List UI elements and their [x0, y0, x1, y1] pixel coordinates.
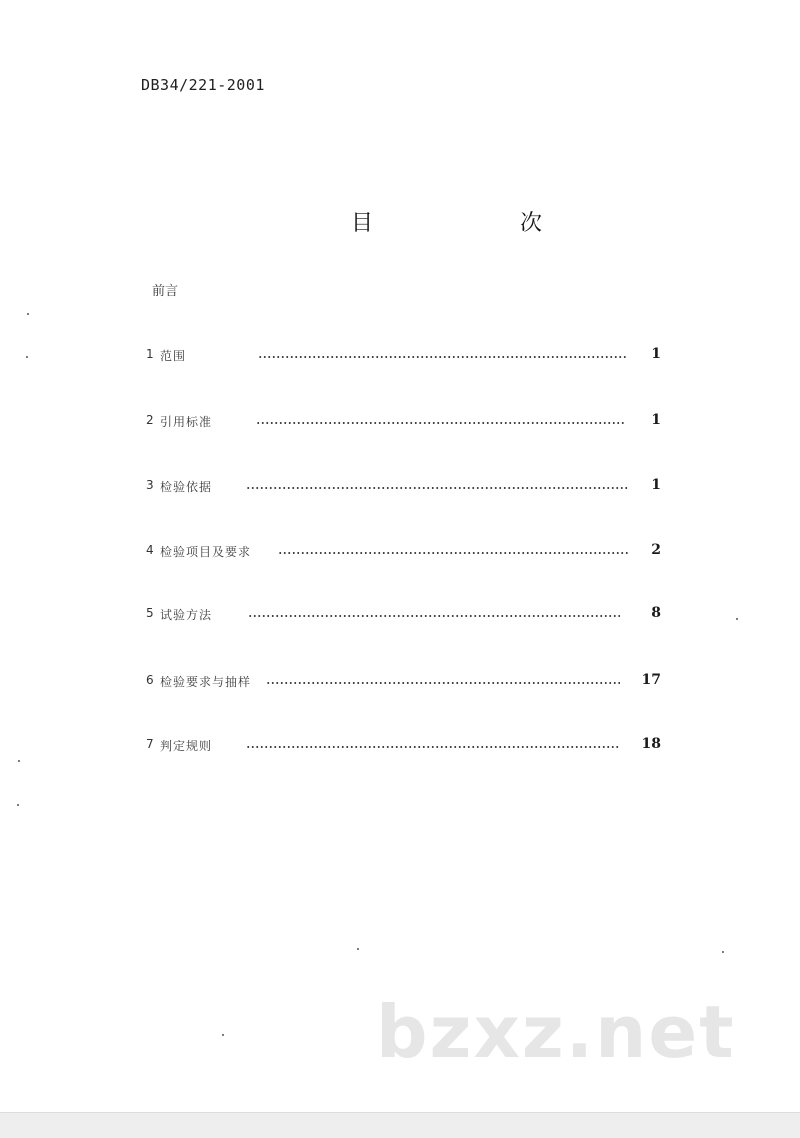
- leader-dots: [248, 615, 620, 617]
- toc-entry: [146, 606, 661, 628]
- toc-entry-page: 2: [651, 542, 661, 558]
- scan-speck: [18, 760, 20, 762]
- leader-dots: [278, 552, 628, 554]
- toc-entry-page: 8: [651, 605, 661, 621]
- toc-entry-number: 6: [146, 673, 154, 687]
- leader-dots: [246, 746, 620, 748]
- toc-entry: [146, 543, 661, 565]
- toc-entry-page: 18: [641, 736, 661, 752]
- scan-speck: [27, 313, 29, 315]
- toc-entry-label: 试验方法: [160, 608, 213, 622]
- scan-speck: [357, 948, 359, 950]
- toc-entry-label: 判定规则: [160, 739, 213, 753]
- toc-entry-page: 1: [651, 412, 661, 428]
- toc-entry: [146, 737, 661, 759]
- leader-dots: [266, 682, 620, 684]
- viewer-bottom-strip: [0, 1112, 800, 1138]
- toc-entry-page: 1: [651, 477, 661, 493]
- toc-entry-number: 3: [146, 478, 154, 492]
- toc-entry-label: 检验项目及要求: [160, 545, 252, 559]
- toc-entry-number: 1: [146, 347, 154, 361]
- toc-entry: [146, 347, 661, 369]
- watermark-logo: bzxz.net: [376, 990, 736, 1074]
- toc-entry-label: 检验要求与抽样: [160, 675, 252, 689]
- toc-title-char-2: 次: [520, 211, 543, 236]
- toc-entry-label: 引用标准: [160, 415, 213, 429]
- standard-code: DB34/221-2001: [141, 76, 265, 94]
- toc-entry-number: 7: [146, 737, 154, 751]
- scan-speck: [736, 618, 738, 620]
- scan-speck: [17, 804, 19, 806]
- leader-dots: [258, 356, 628, 358]
- toc-entry-page: 1: [651, 346, 661, 362]
- leader-dots: [246, 487, 628, 489]
- scan-speck: [722, 951, 724, 953]
- scan-speck: [222, 1034, 224, 1036]
- toc-entry-number: 5: [146, 606, 154, 620]
- toc-entry: [146, 673, 661, 695]
- leader-dots: [256, 422, 626, 424]
- toc-title-char-1: 目: [351, 211, 374, 236]
- toc-entry-number: 4: [146, 543, 154, 557]
- toc-entry: [146, 413, 661, 435]
- toc-entry: [146, 478, 661, 500]
- toc-entry-number: 2: [146, 413, 154, 427]
- scan-speck: [26, 356, 28, 358]
- toc-entry-page: 17: [641, 672, 661, 688]
- toc-preface: 前言: [152, 284, 179, 299]
- toc-entry-label: 范围: [160, 349, 187, 363]
- toc-entry-label: 检验依据: [160, 480, 213, 494]
